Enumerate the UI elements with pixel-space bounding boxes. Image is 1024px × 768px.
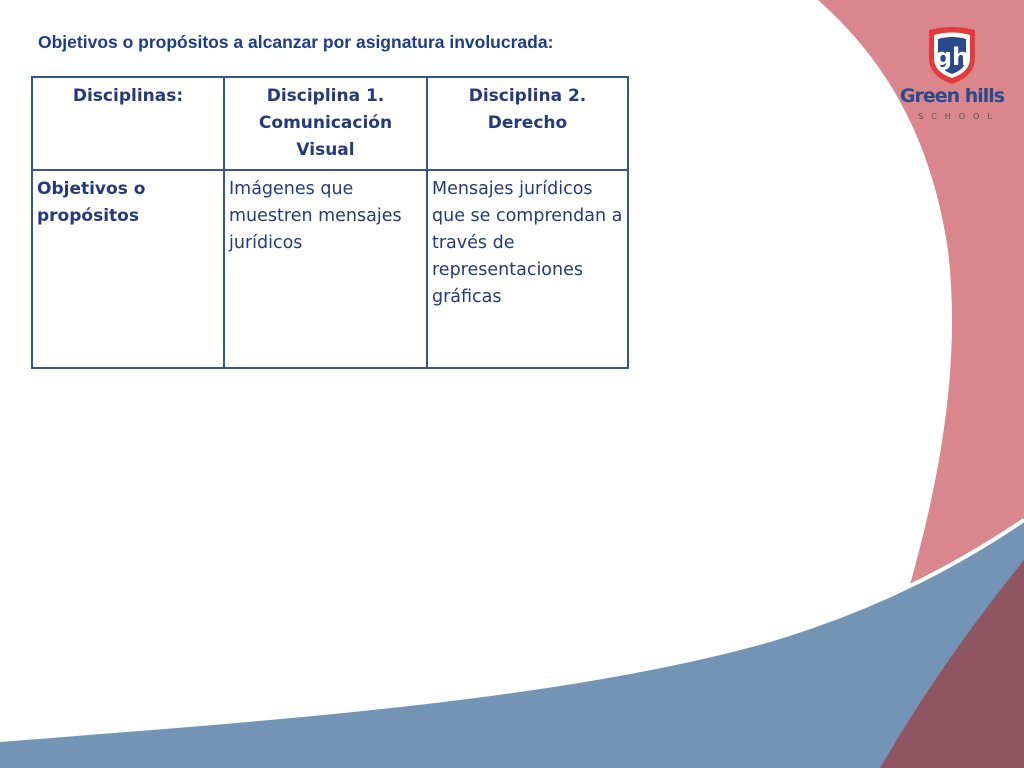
objectives-table — [31, 76, 629, 369]
blue-swoosh — [0, 520, 1024, 768]
table-row — [32, 170, 628, 368]
table-header-row — [32, 77, 628, 170]
row-label-cell: Objetivos o propósitos — [32, 170, 224, 368]
table-cell-disciplina-2: Mensajes jurídicos que se comprendan a través de representaciones gráficas — [427, 170, 628, 368]
header-cell-disciplina-1: Disciplina 1. Comunicación Visual — [224, 77, 427, 170]
header-cell-disciplinas: Disciplinas: — [32, 77, 224, 170]
slide-heading: Objetivos o propósitos a alcanzar por asignatura involucrada: — [38, 32, 554, 52]
logo-subtitle: SCHOOL — [918, 112, 1000, 121]
logo-name: Green hills — [899, 85, 1005, 107]
school-logo — [893, 26, 1011, 126]
logo-mark-text: gh — [934, 43, 970, 71]
shield-icon — [923, 26, 981, 86]
table-cell-disciplina-1: Imágenes que muestren mensajes jurídicos — [224, 170, 427, 368]
header-cell-disciplina-2: Disciplina 2. Derecho — [427, 77, 628, 170]
